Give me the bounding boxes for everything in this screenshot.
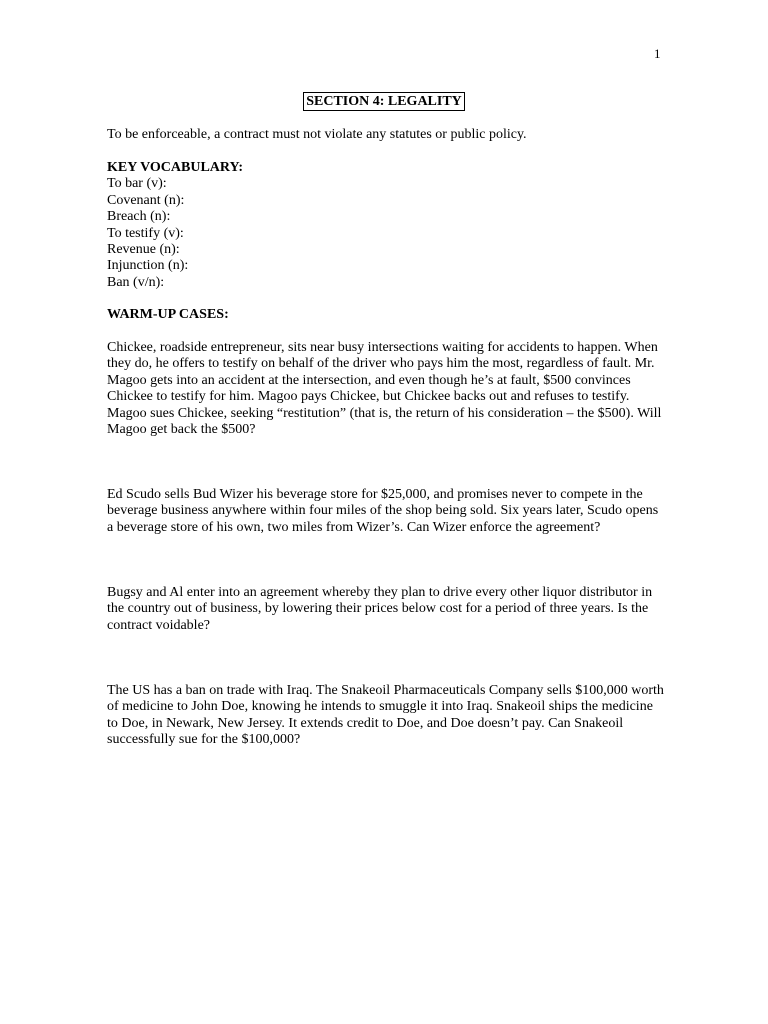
vocabulary-item: Breach (n): xyxy=(107,209,171,225)
vocabulary-item: To bar (v): xyxy=(107,176,167,192)
vocabulary-item: To testify (v): xyxy=(107,225,184,241)
vocabulary-item: Covenant (n): xyxy=(107,192,185,208)
vocabulary-item: Ban (v/n): xyxy=(107,274,165,290)
warmup-case-1: Chickee, roadside entrepreneur, sits near busy intersections waiting for accidents to happen. When they do, he offers to testify on behalf of the driver who pays him the most, regardless of fault. Mr. Magoo gets into an accident at the intersection, and even though he’s at fault, $500 convinces Chickee to testify for him. Magoo pays Chickee, but Chickee backs out and refuses to testify. Magoo sues Chickee, seeking “restitution” (that is, the return of his consideration – the $500). Will Magoo get back the $500? xyxy=(107,340,662,438)
vocabulary-item: Revenue (n): xyxy=(107,241,180,257)
vocabulary-heading: KEY VOCABULARY: xyxy=(107,160,244,175)
vocabulary-section xyxy=(107,160,667,291)
section-title: SECTION 4: LEGALITY xyxy=(303,92,465,111)
warmup-case-2: Ed Scudo sells Bud Wizer his beverage store for $25,000, and promises never to compete in the beverage business anywhere within four miles of the shop being sold. Six years later, Scudo opens a beverage store of his own, two miles from Wizer’s. Can Wizer enforce the agreement? xyxy=(107,487,659,535)
warmup-case-3: Bugsy and Al enter into an agreement whereby they plan to drive every other liquor distributor in the country out of business, by lowering their prices below cost for a period of three years. Is the contract voidable? xyxy=(107,585,653,633)
page-number: 1 xyxy=(654,46,661,61)
title-container xyxy=(0,92,768,111)
warmup-heading: WARM-UP CASES: xyxy=(107,307,229,322)
vocabulary-item: Injunction (n): xyxy=(107,258,189,274)
warmup-case-4: The US has a ban on trade with Iraq. The Snakeoil Pharmaceuticals Company sells $100,000 worth of medicine to John Doe, knowing he intends to smuggle it into Iraq. Snakeoil ships the medicine to Doe, in Newark, New Jersey. It extends credit to Doe, and Doe doesn’t pay. Can Snakeoil successfully sue for the $100,000? xyxy=(107,683,664,748)
intro-text: To be enforceable, a contract must not violate any statutes or public policy. xyxy=(107,127,527,142)
vocabulary-list xyxy=(107,176,667,291)
